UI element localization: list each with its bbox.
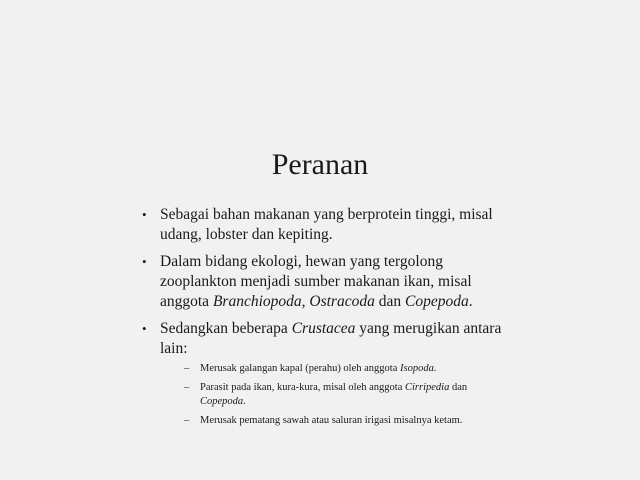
bullet-text-italic: Branchiopoda, Ostracoda xyxy=(212,293,375,310)
sub-bullet-text-part: . xyxy=(243,396,246,407)
slide-title: Peranan xyxy=(271,148,369,181)
bullet-text-part: Sebagai bahan makanan yang berprotein tinggi, misal udang, lobster dan kepiting. xyxy=(160,206,493,243)
bullet-text-part: . xyxy=(468,293,473,310)
bullet-text-part: Sedangkan beberapa xyxy=(160,320,292,337)
sub-bullet-text-part: Merusak galangan kapal (perahu) oleh anggota xyxy=(200,363,401,374)
sub-bullet-text-part: Parasit pada ikan, kura-kura, misal oleh anggota xyxy=(200,382,405,393)
bullet-text-part: yang merugikan antara lain: xyxy=(160,320,502,357)
sub-bullet-text-italic: Isopoda. xyxy=(400,363,437,374)
sub-bullet-text-italic: Copepoda xyxy=(200,396,244,407)
sub-bullet-marker: – xyxy=(184,382,190,393)
bullet-marker: • xyxy=(142,254,147,269)
sub-bullet-item xyxy=(160,362,512,376)
sub-bullet-item xyxy=(160,414,512,428)
bullet-text xyxy=(160,205,512,245)
bullet-text-italic: Crustacea xyxy=(291,320,356,337)
sub-bullet-marker: – xyxy=(184,415,190,426)
sub-bullet-text-italic: Cirripedia xyxy=(404,382,450,393)
bullet-text xyxy=(160,252,512,312)
sub-bullet-list xyxy=(160,362,512,428)
sub-bullet-item xyxy=(160,381,512,409)
sub-bullet-text-part: dan xyxy=(449,382,468,393)
bullet-text-part: Dalam bidang ekologi, hewan yang tergolong zooplankton menjadi sumber makanan ikan, misal anggota xyxy=(160,253,472,310)
bullet-text xyxy=(160,319,512,359)
bullet-text-part: dan xyxy=(374,293,405,310)
bullet-list xyxy=(142,205,512,435)
bullet-item-food xyxy=(142,205,512,245)
bullet-item-harmful xyxy=(142,319,512,428)
bullet-item-ecology xyxy=(142,252,512,312)
bullet-marker: • xyxy=(142,321,147,336)
sub-bullet-text-part: Merusak pematang sawah atau saluran irigasi misalnya ketam. xyxy=(200,415,463,426)
bullet-marker: • xyxy=(142,207,147,222)
sub-bullet-marker: – xyxy=(184,363,190,374)
bullet-text-italic: Copepoda xyxy=(404,293,469,310)
